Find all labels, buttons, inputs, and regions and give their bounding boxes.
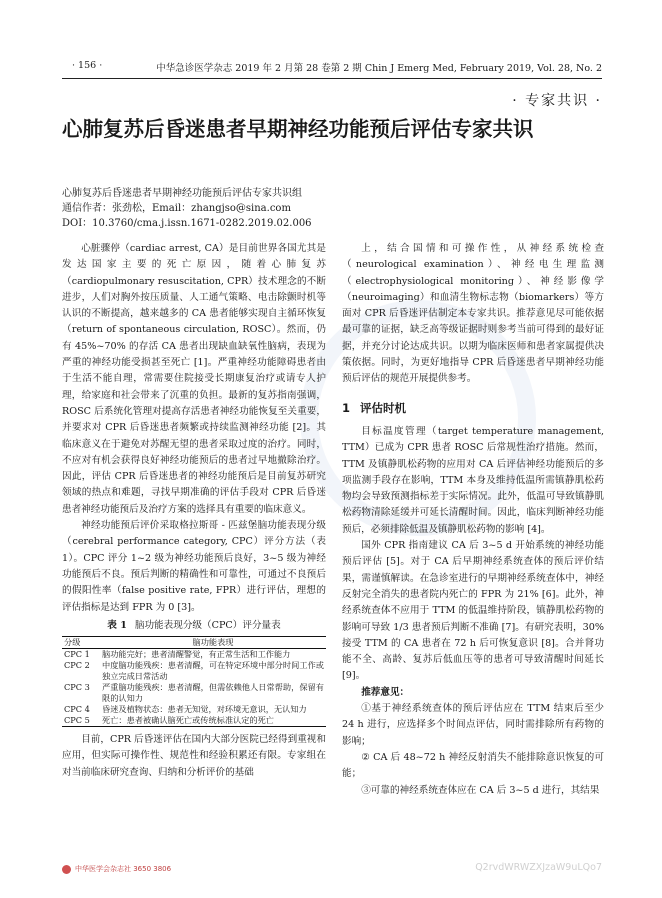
- cpc-grade: CPC 1: [64, 649, 90, 660]
- table-caption: [62, 618, 326, 634]
- recommendation-item: ③可靠的神经系统查体应在 CA 后 3~5 d 进行，其结果: [361, 784, 600, 796]
- article-meta: [62, 186, 602, 231]
- publisher-logo: [62, 864, 171, 874]
- right-column: [342, 241, 604, 799]
- cpc-grade: CPC 5: [64, 715, 90, 726]
- recommendation-heading: 推荐意见：: [361, 686, 410, 698]
- cpc-desc: 中度脑功能残疾：患者清醒，可在特定环境中部分时间工作或独立完成日常活动: [102, 660, 324, 682]
- table-label: 表 1: [107, 619, 127, 631]
- cpc-desc: 昏迷及植物状态：患者无知觉，对环境无意识，无认知力: [102, 704, 307, 715]
- table-row: [62, 660, 326, 682]
- table-row: [62, 682, 326, 704]
- table-header-row: [62, 637, 326, 649]
- paragraph: 神经功能预后评价采取格拉斯哥 - 匹兹堡脑功能表现分级（cerebral performance category, CPC）评分方法（表 1）。CPC 评分 1~2 级为神经功能预后良好，3~5 级为神经功能预后不良。预后判断的精确性和可靠性，可通过不良预后的假阳性率（false positive rate, FPR）进行评估，理想的评估指标是达到 FPR 为 0 [3]。: [62, 520, 326, 613]
- recommendation-item: ①基于神经系统查体的预后评估应在 TTM 结束后至少 24 h 进行，应选择多个时间点评估，同时需排除所有药物的影响；: [342, 703, 604, 747]
- cpc-grade: CPC 2: [64, 660, 90, 671]
- paragraph: 心脏骤停（cardiac arrest, CA）是目前世界各国尤其是发达国家主要的死亡原因，随着心肺复苏（cardiopulmonary resuscitation, CPR）技术理念的不断进步，人们对胸外按压质量、人工通气策略、电击除颤时机等认识的不断提高，越来越多的 CA 患者能够实现自主循环恢复（return of spontaneous circulation, ROSC）。然而，仍有 45%~70% 的存活 CA 患者出现缺血缺氧性脑病，表现为严重的神经功能受损甚至死亡 [1]。严重神经功能障碍患者由于生活不能自理，常需要住院接受长期康复治疗或请专人护理，给家庭和社会带来了沉重的负担。最新的复苏指南强调，ROSC 后系统化管理对提高存活患者神经功能恢复至关重要，并要求对 CPR 后昏迷患者频繁或持续监测神经功能 [2]。其临床意义在于避免对苏醒无望的患者采取过度的治疗。同时，不应对有机会获得良好神经功能预后的患者过早地撤除治疗。因此，评估 CPR 后昏迷患者的神经功能预后是目前复苏研究领域的热点和难题，寻找早期准确的评估手段对 CPR 后昏迷患者神经功能预后及治疗方案的选择具有重要的临床意义。: [62, 243, 326, 515]
- table-caption-text: 脑功能表现分级（CPC）评分量表: [134, 619, 281, 631]
- cpc-table: [62, 636, 326, 727]
- cpc-grade: CPC 3: [64, 682, 90, 693]
- table-row: [62, 715, 326, 727]
- journal-header: 中华急诊医学杂志 2019 年 2 月第 28 卷第 2 期 Chin J Emerg Med, February 2019, Vol. 28, No. 2: [156, 63, 602, 74]
- cpc-desc: 严重脑功能残疾：患者清醒，但需依赖他人日常帮助，保留有限的认知力: [102, 682, 324, 704]
- footer-code: Q2rvdWRWZXJzaW9uLQo7: [475, 862, 602, 873]
- table-row: [62, 704, 326, 715]
- cpc-desc: 死亡：患者被确认脑死亡或传统标准认定的死亡: [102, 715, 274, 726]
- publisher-text: 中华医学会杂志社 3650 3806: [75, 865, 172, 873]
- cpc-desc: 脑功能完好；患者清醒警觉，有正常生活和工作能力: [102, 649, 291, 660]
- paragraph: 目标温度管理（target temperature management, TTM）已成为 CPR 患者 ROSC 后常规性治疗措施。然而，TTM 及镇静肌松药物的应用对 CA 后评估神经功能预后的多项监测手段存在影响，TTM 本身及维持低温所需镇静肌松药物均会导致预测指标差于实际情况。此外，低温可导致镇静肌松药物清除延缓并可延长清醒时间。因此，临床判断神经功能预后，必须排除低温及镇静肌松药物的影响 [4]。: [342, 425, 604, 535]
- section-tag: · 专家共识 ·: [512, 93, 602, 109]
- recommendation-item: ② CA 后 48~72 h 神经反射消失不能排除意识恢复的可能；: [342, 751, 604, 780]
- section-title: 评估时机: [360, 400, 407, 415]
- paragraph: 国外 CPR 指南建议 CA 后 3~5 d 开始系统的神经功能预后评估 [5]。对于 CA 后早期神经系统查体的预后评价结果，需谨慎解读。在急诊室进行的早期神经系统查体中，神经反射完全消失的患者院内死亡的 FPR 为 21% [6]。此外，神经系统查体不应用于 TTM 的低温维持阶段，镇静肌松药物的影响可导致 1/3 患者预后判断不准确 [7]。有研究表明，30% 接受 TTM 的 CA 患者在 72 h 后可恢复意识 [8]。合并肾功能不全、高龄、复苏后低血压等的患者可导致清醒时间延长 [9]。: [342, 540, 604, 682]
- page-number: · 156 ·: [72, 60, 103, 71]
- publisher-logo-icon: [62, 865, 71, 874]
- paragraph: 目前，CPR 后昏迷评估在国内大部分医院已经得到重视和应用，但实际可操作性、规范性和经验积累还有限。专家组在对当前临床研究查询、归纳和分析评价的基础: [62, 734, 326, 778]
- table-row: [62, 649, 326, 661]
- section-heading: [342, 400, 604, 416]
- section-number: 1: [342, 400, 351, 415]
- doi: DOI：10.3760/cma.j.issn.1671-0282.2019.02.006: [62, 218, 312, 229]
- header-rule: [62, 78, 602, 79]
- table-header-desc: 脑功能表现: [192, 637, 234, 648]
- article-title: 心肺复苏后昏迷患者早期神经功能预后评估专家共识: [62, 117, 534, 141]
- cpc-grade: CPC 4: [64, 704, 90, 715]
- author-group: 心肺复苏后昏迷患者早期神经功能预后评估专家共识组: [62, 188, 302, 199]
- table-header-grade: 分级: [64, 637, 81, 648]
- paragraph: 上，结合国情和可操作性，从神经系统检查（neurological examination）、神经电生理监测（electrophysiological monitoring）、神经影像学（neuroimaging）和血清生物标志物（biomarkers）等方面对 CPR 后昏迷评估制定本专家共识。推荐意见尽可能依据最可靠的证据，缺乏高等级证据时则参考当前可得到的最好证据，并充分讨论达成共识。以期为临床医师和患者家属提供决策依据。同时，为更好地指导 CPR 后昏迷患者早期神经功能预后评估的规范开展提供参考。: [342, 243, 604, 385]
- corresponding-author: 通信作者：张劲松，Email：zhangjso@sina.com: [62, 203, 291, 214]
- left-column: [62, 241, 326, 781]
